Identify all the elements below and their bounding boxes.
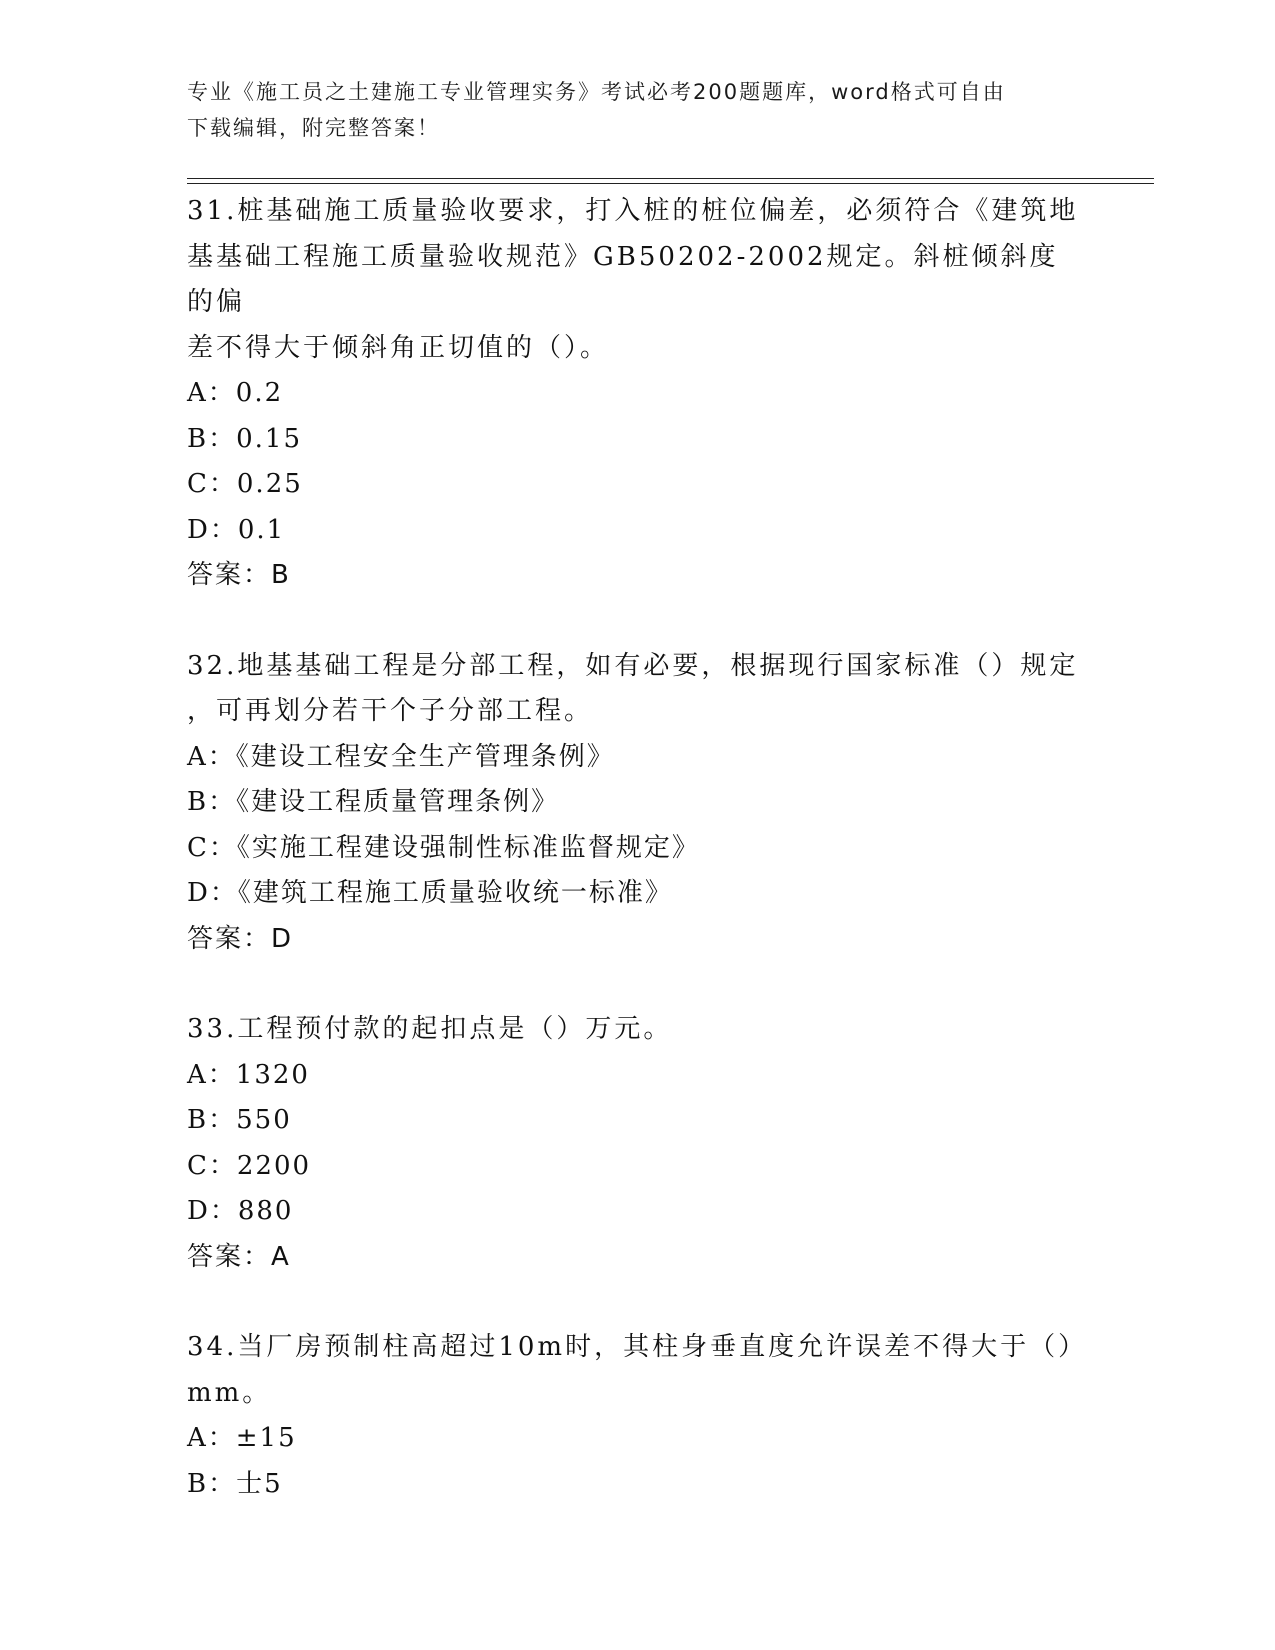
option-a: A：±15 (187, 1423, 297, 1453)
header-divider-bottom (187, 183, 1154, 184)
question-33 (187, 1007, 1087, 1280)
header-divider-top (187, 178, 1154, 179)
answer-label: 答案：D (187, 923, 294, 954)
question-stem-line: 31.桩基础施工质量验收要求，打入桩的桩位偏差，必须符合《建筑地 (187, 196, 1079, 226)
header-line-1: 专业《施工员之土建施工专业管理实务》考试必考200题题库，word格式可自由 (187, 80, 1006, 104)
option-b: B：550 (187, 1105, 292, 1135)
question-34 (187, 1325, 1087, 1507)
option-c: C：2200 (187, 1150, 312, 1181)
option-d: D：0.1 (187, 514, 286, 545)
option-b: B：士5 (187, 1468, 283, 1499)
question-stem-line: 基基础工程施工质量验收规范》GB50202-2002规定。斜桩倾斜度的偏 (187, 241, 1059, 317)
question-stem-line: 34.当厂房预制柱高超过10m时，其柱身垂直度允许误差不得大于（） (187, 1332, 1088, 1362)
option-a: A：《建设工程安全生产管理条例》 (187, 741, 615, 772)
option-a: A：1320 (187, 1059, 310, 1090)
option-b: B：《建设工程质量管理条例》 (187, 787, 560, 817)
question-stem-line: ，可再划分若干个子分部工程。 (187, 696, 594, 726)
answer-label: 答案：B (187, 560, 291, 590)
question-stem-line: mm。 (187, 1377, 272, 1408)
question-stem-line: 32.地基基础工程是分部工程，如有必要，根据现行国家标准（）规定 (187, 650, 1079, 681)
option-a: A：0.2 (187, 378, 284, 408)
question-32 (187, 644, 1087, 963)
answer-label: 答案：A (187, 1241, 291, 1272)
option-c: C：《实施工程建设强制性标准监督规定》 (187, 832, 700, 863)
question-stem-line: 差不得大于倾斜角正切值的（）。 (187, 332, 610, 363)
option-d: D：《建筑工程施工质量验收统一标准》 (187, 878, 673, 908)
document-header (187, 74, 1067, 146)
option-d: D：880 (187, 1196, 294, 1226)
header-line-2: 下载编辑，附完整答案！ (187, 116, 440, 140)
question-list (187, 189, 1087, 1552)
question-stem-line: 33.工程预付款的起扣点是（）万元。 (187, 1014, 673, 1044)
option-b: B：0.15 (187, 423, 302, 454)
question-31 (187, 189, 1087, 599)
option-c: C：0.25 (187, 469, 303, 499)
